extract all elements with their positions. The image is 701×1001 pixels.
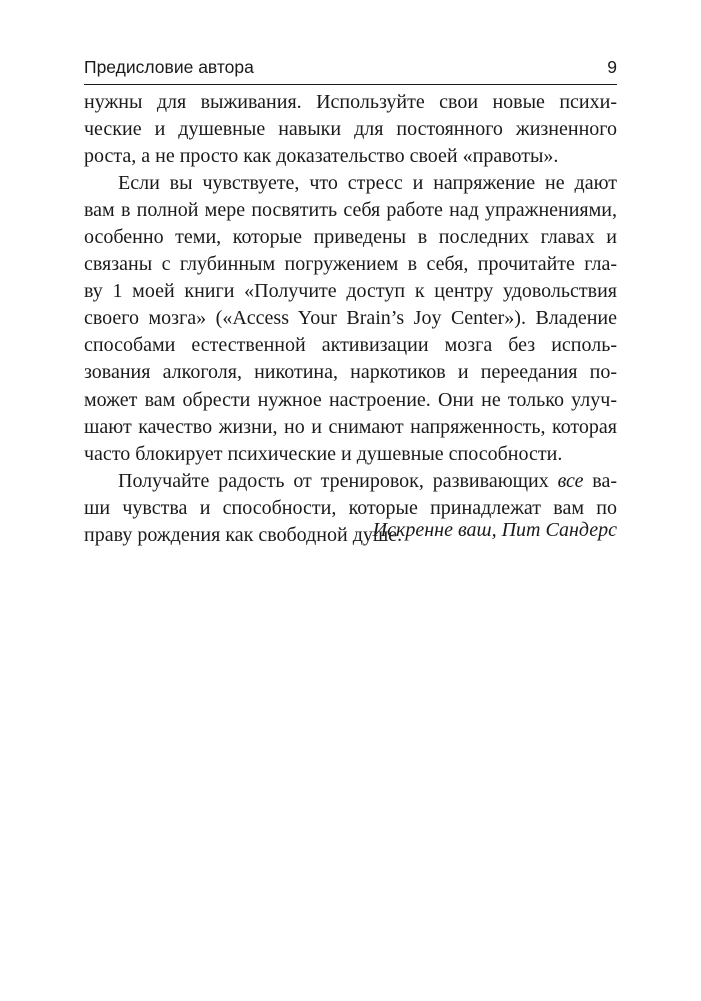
paragraph-2 (84, 170, 617, 468)
text-line: особенно теми, которые приведены в последних главах и (84, 226, 617, 249)
text-line: шают качество жизни, но и снимают напряженность, которая (84, 415, 617, 438)
text-run: Получайте радость от тренировок, развивающих (118, 469, 558, 492)
text-line: своего мозга» («Access Your Brain’s Joy Center»). Владение (84, 307, 617, 330)
section-title: Предисловие автора (84, 57, 254, 77)
text-line-with-emphasis (84, 468, 617, 495)
text-line: праву рождения как свободной душе. (84, 523, 403, 546)
author-signature: Искренне ваш, Пит Сандерс (372, 519, 617, 541)
text-line: роста, а не просто как доказательство своей «правоты». (84, 145, 559, 168)
text-line: может вам обрести нужное настроение. Они не только улуч- (84, 388, 617, 411)
text-line: Если вы чувствуете, что стресс и напряжение не дают (118, 172, 617, 195)
running-head (84, 56, 617, 78)
body-text (84, 89, 617, 549)
text-line: ческие и душевные навыки для постоянного жизненного (84, 118, 617, 141)
text-run: ва- (583, 469, 618, 492)
emphasis-word: все (557, 469, 584, 492)
text-line: зования алкоголя, никотина, наркотиков и переедания по- (84, 361, 617, 384)
text-line: ши чувства и способности, которые принадлежат вам по (84, 496, 617, 519)
text-line: нужны для выживания. Используйте свои новые психи- (84, 91, 617, 113)
page-number: 9 (607, 57, 617, 77)
header-rule (84, 84, 617, 85)
text-line: вам в полной мере посвятить себя работе над упражнениями, (84, 199, 617, 222)
text-line: способами естественной активизации мозга без исполь- (84, 334, 617, 357)
text-line: часто блокирует психические и душевные способности. (84, 442, 563, 465)
paragraph-1 (84, 89, 617, 170)
text-line: связаны с глубинным погружением в себя, прочитайте гла- (84, 253, 617, 276)
text-line: ву 1 моей книги «Получите доступ к центру удовольствия (84, 280, 617, 303)
